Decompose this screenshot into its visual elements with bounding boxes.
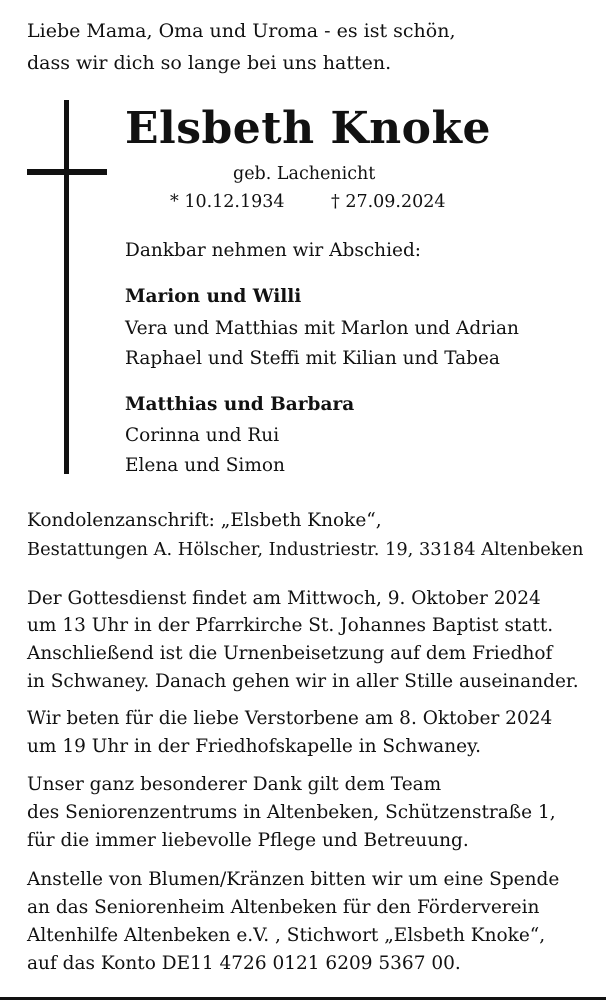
donation-line: Altenhilfe Altenbeken e.V. , Stichwort „Elsbeth Knoke“, <box>27 925 546 946</box>
birth-date: * 10.12.1934 <box>170 192 285 212</box>
farewell-heading: Dankbar nehmen wir Abschied: <box>125 240 422 261</box>
service-line: Der Gottesdienst findet am Mittwoch, 9. Oktober 2024 <box>27 588 541 609</box>
prayer-line: um 19 Uhr in der Friedhofskapelle in Schwaney. <box>27 736 481 757</box>
mourner-group-2-line: Corinna und Rui <box>125 425 280 446</box>
mourner-group-1-line: Raphael und Steffi mit Kilian und Tabea <box>125 348 500 369</box>
thanks-line: für die immer liebevolle Pflege und Betreuung. <box>27 830 469 851</box>
cross-icon-bar <box>27 169 107 175</box>
mourner-group-2-title: Matthias und Barbara <box>125 394 355 415</box>
service-line: in Schwaney. Danach gehen wir in aller Stille auseinander. <box>27 671 579 692</box>
mourner-group-1-title: Marion und Willi <box>125 286 302 307</box>
deceased-name: Elsbeth Knoke <box>125 103 491 154</box>
prayer-line: Wir beten für die liebe Verstorbene am 8. Oktober 2024 <box>27 708 553 729</box>
donation-line: Anstelle von Blumen/Kränzen bitten wir um eine Spende <box>27 869 560 890</box>
address-line: Kondolenzanschrift: „Elsbeth Knoke“, <box>27 510 382 531</box>
service-line: um 13 Uhr in der Pfarrkirche St. Johannes Baptist statt. <box>27 615 554 636</box>
donation-line: an das Seniorenheim Altenbeken für den Förderverein <box>27 897 540 918</box>
mourner-group-1-line: Vera und Matthias mit Marlon und Adrian <box>125 318 519 339</box>
intro-line-2: dass wir dich so lange bei uns hatten. <box>27 52 392 74</box>
address-line: Bestattungen A. Hölscher, Industriestr. 19, 33184 Altenbeken <box>27 539 584 560</box>
service-line: Anschließend ist die Urnenbeisetzung auf dem Friedhof <box>27 643 553 664</box>
donation-line: auf das Konto DE11 4726 0121 6209 5367 00. <box>27 953 461 974</box>
cross-icon <box>64 100 69 474</box>
mourner-group-2-line: Elena und Simon <box>125 455 285 476</box>
thanks-line: Unser ganz besonderer Dank gilt dem Team <box>27 774 442 795</box>
death-date: † 27.09.2024 <box>331 192 446 212</box>
intro-line-1: Liebe Mama, Oma und Uroma - es ist schön, <box>27 20 456 42</box>
born-name: geb. Lachenicht <box>233 164 376 184</box>
thanks-line: des Seniorenzentrums in Altenbeken, Schützenstraße 1, <box>27 802 556 823</box>
